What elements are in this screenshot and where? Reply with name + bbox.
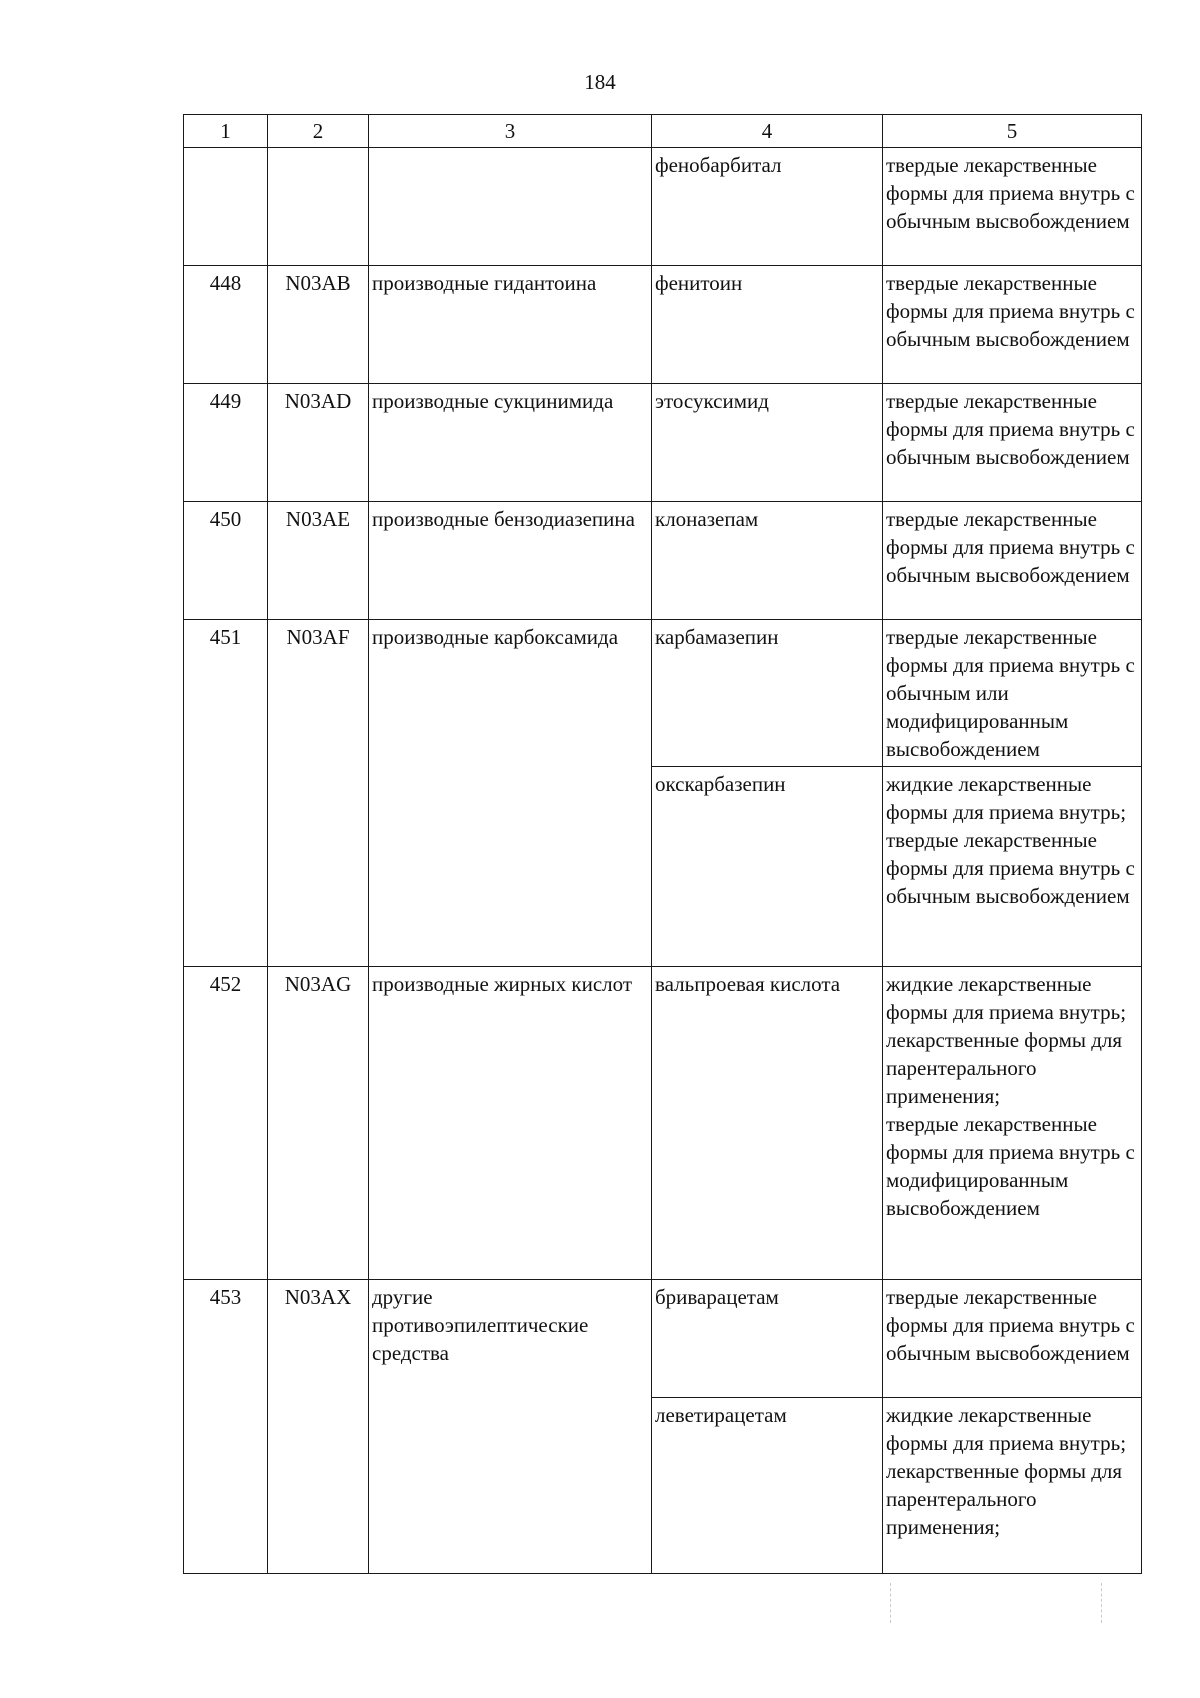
table-row — [184, 967, 1142, 1280]
atc-code-cell: N03AF — [268, 620, 369, 967]
dosage-form-line: жидкие лекарственные формы для приема внутрь; — [886, 972, 1127, 1024]
drug-name-cell: фенитоин — [652, 266, 883, 384]
drug-name-cell: окскарбазепин — [652, 767, 883, 967]
dosage-form-cell — [883, 967, 1142, 1280]
atc-code-cell: N03AB — [268, 266, 369, 384]
drug-table — [183, 114, 1142, 1574]
drug-name-cell: вальпроевая кислота — [652, 967, 883, 1280]
row-number-cell: 453 — [184, 1280, 268, 1574]
dosage-form-line: твердые лекарственные формы для приема внутрь с модифицированным высвобождением — [886, 1112, 1135, 1220]
table-row — [184, 148, 1142, 266]
dosage-form-cell: твердые лекарственные формы для приема внутрь с обычным или модифицированным высвобождением — [883, 620, 1142, 767]
row-number-cell: 448 — [184, 266, 268, 384]
atc-code-cell: N03AE — [268, 502, 369, 620]
faded-stamp — [890, 1583, 1102, 1623]
page-number: 184 — [584, 70, 616, 94]
dosage-form-line: лекарственные формы для парентерального применения; — [886, 1028, 1123, 1108]
table-row — [184, 502, 1142, 620]
table-row — [184, 620, 1142, 767]
atc-code-cell: N03AX — [268, 1280, 369, 1574]
atc-code-cell — [268, 148, 369, 266]
header-cell: 2 — [268, 115, 369, 148]
row-number-cell: 450 — [184, 502, 268, 620]
drug-name-cell: карбамазепин — [652, 620, 883, 767]
drug-name-cell: клоназепам — [652, 502, 883, 620]
drug-name-cell: леветирацетам — [652, 1398, 883, 1574]
dosage-form-cell: твердые лекарственные формы для приема внутрь с обычным высвобождением — [883, 502, 1142, 620]
row-number-cell: 452 — [184, 967, 268, 1280]
row-number-cell — [184, 148, 268, 266]
atc-code-cell: N03AG — [268, 967, 369, 1280]
header-cell: 3 — [369, 115, 652, 148]
table-header-row — [184, 115, 1142, 148]
drug-name-cell: фенобарбитал — [652, 148, 883, 266]
drug-name-cell: этосуксимид — [652, 384, 883, 502]
header-cell: 4 — [652, 115, 883, 148]
dosage-form-line: жидкие лекарственные формы для приема внутрь; — [886, 1403, 1127, 1455]
dosage-form-cell: твердые лекарственные формы для приема внутрь с обычным высвобождением — [883, 148, 1142, 266]
dosage-form-cell: твердые лекарственные формы для приема внутрь с обычным высвобождением — [883, 384, 1142, 502]
table-row — [184, 384, 1142, 502]
group-cell: производные гидантоина — [369, 266, 652, 384]
table-row — [184, 266, 1142, 384]
dosage-form-line: твердые лекарственные формы для приема внутрь с обычным высвобождением — [886, 828, 1135, 908]
dosage-form-cell — [883, 767, 1142, 967]
row-number-cell: 449 — [184, 384, 268, 502]
dosage-form-cell — [883, 1398, 1142, 1574]
group-cell: производные жирных кислот — [369, 967, 652, 1280]
row-number-cell: 451 — [184, 620, 268, 967]
drug-name-cell: бриварацетам — [652, 1280, 883, 1398]
header-cell: 1 — [184, 115, 268, 148]
dosage-form-line: жидкие лекарственные формы для приема внутрь; — [886, 772, 1127, 824]
table-row — [184, 1280, 1142, 1398]
dosage-form-cell: твердые лекарственные формы для приема внутрь с обычным высвобождением — [883, 1280, 1142, 1398]
dosage-form-line: лекарственные формы для парентерального применения; — [886, 1459, 1123, 1539]
group-cell — [369, 148, 652, 266]
group-cell: производные сукцинимида — [369, 384, 652, 502]
atc-code-cell: N03AD — [268, 384, 369, 502]
header-cell: 5 — [883, 115, 1142, 148]
group-cell: производные карбоксамида — [369, 620, 652, 967]
dosage-form-cell: твердые лекарственные формы для приема внутрь с обычным высвобождением — [883, 266, 1142, 384]
group-cell: другие противоэпилептические средства — [369, 1280, 652, 1574]
group-cell: производные бензодиазепина — [369, 502, 652, 620]
